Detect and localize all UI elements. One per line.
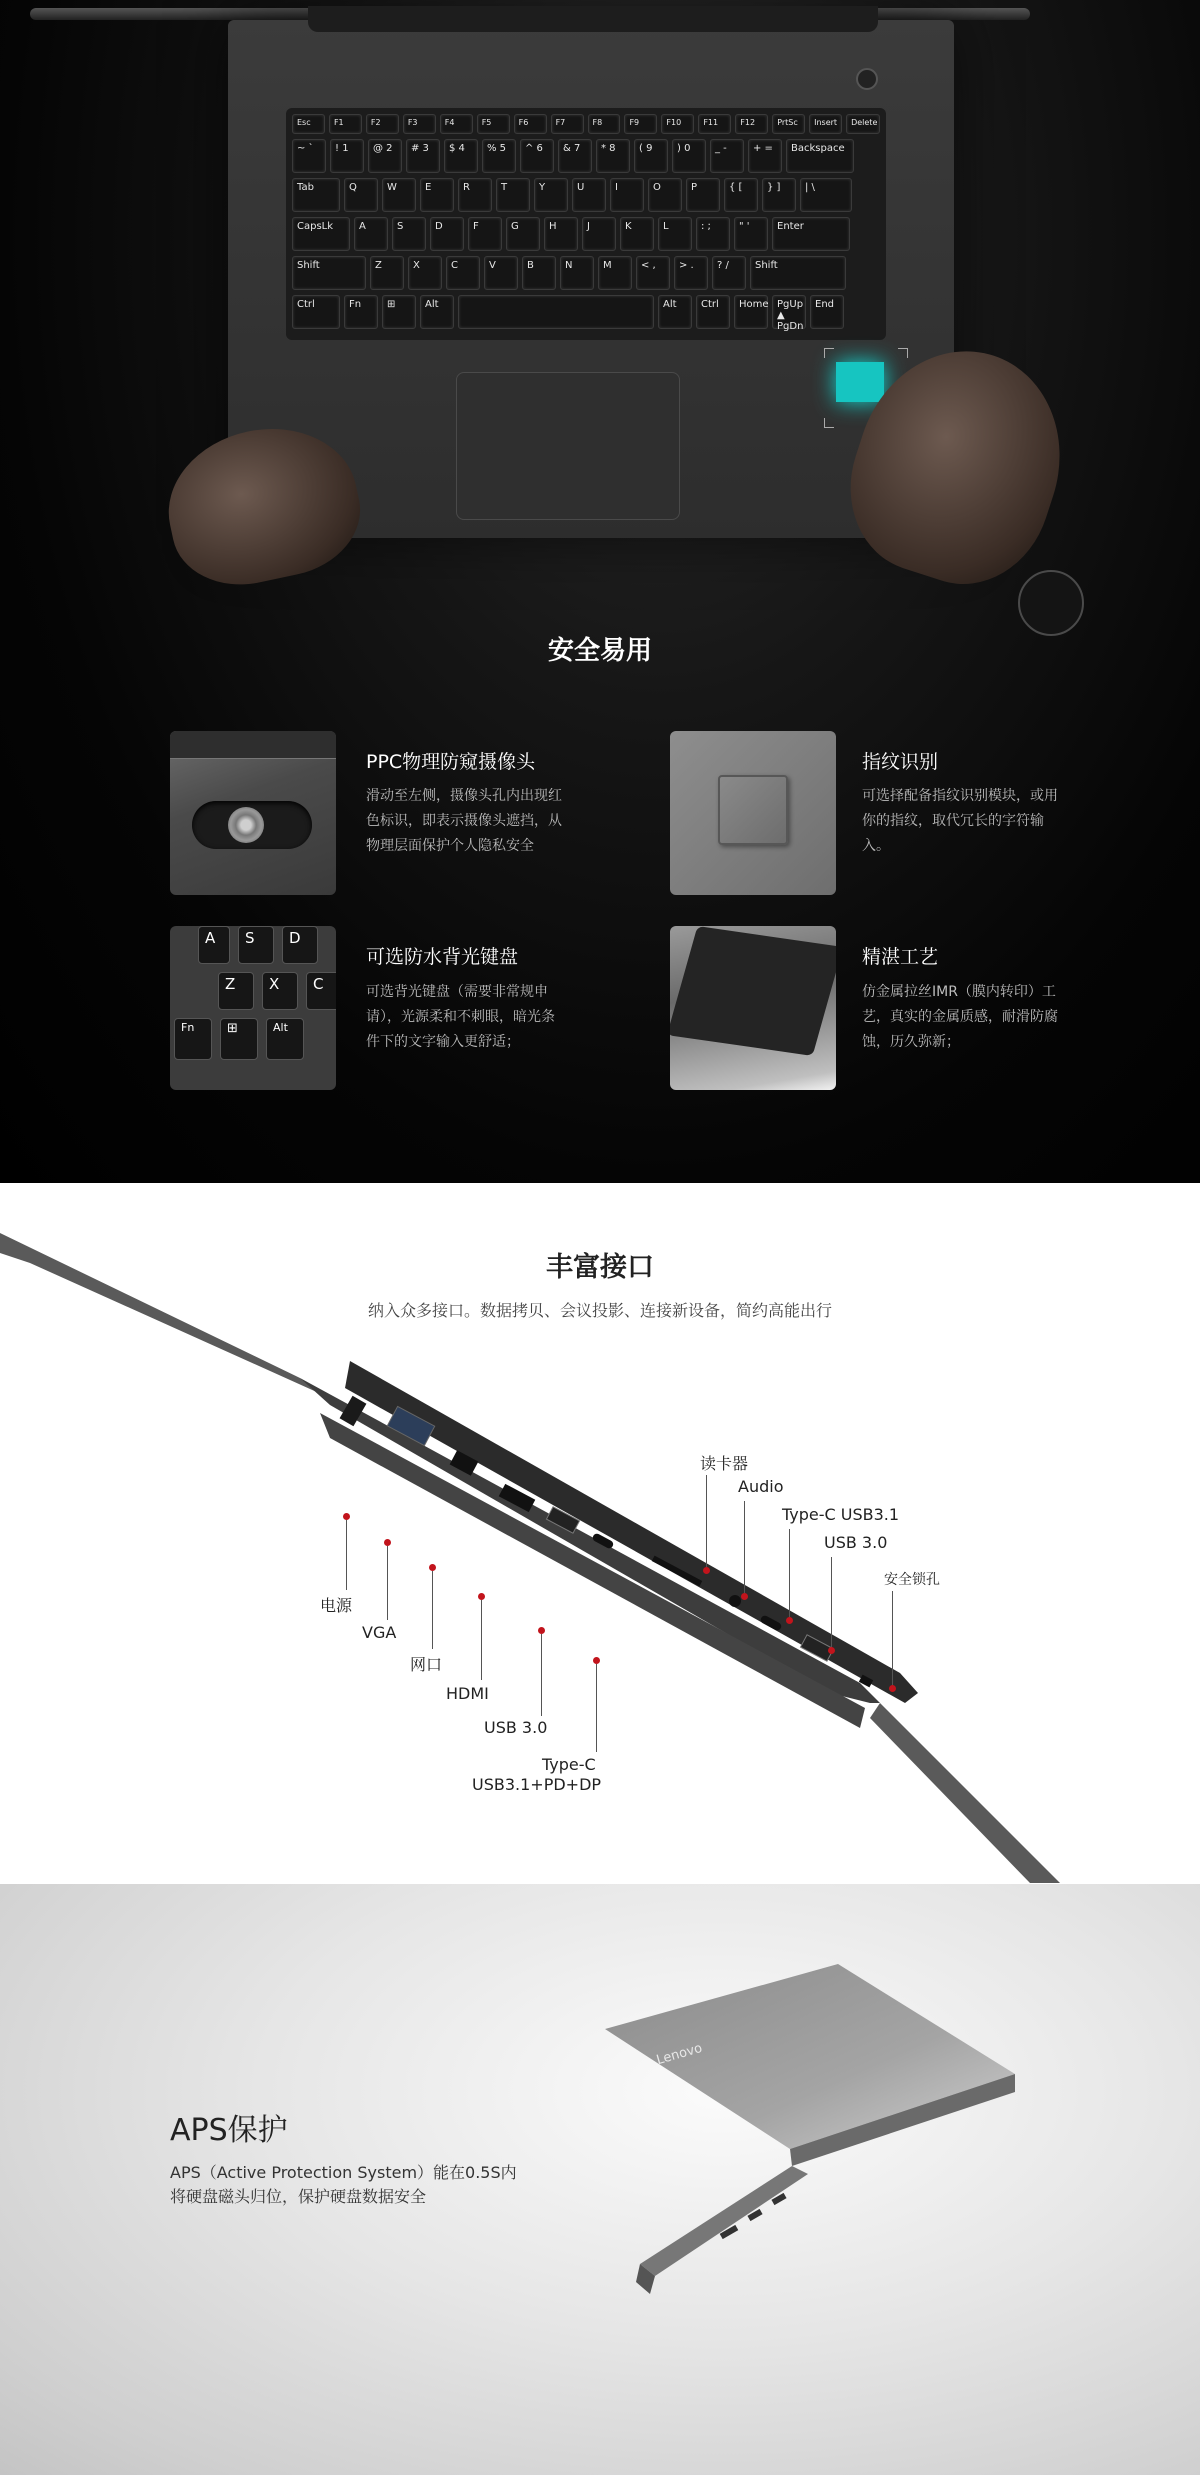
port-label-card-reader: 读卡器 — [700, 1454, 749, 1473]
feature-title: 指纹识别 — [862, 751, 939, 773]
port-label-typec-left: Type-C — [542, 1755, 596, 1774]
keyboard-key: | \ — [800, 178, 852, 212]
keyboard-key: Ctrl — [292, 295, 340, 329]
keyboard-key: A — [354, 217, 388, 251]
laptop-bottom — [320, 1413, 865, 1728]
keyboard-key: } ] — [762, 178, 796, 212]
keyboard-key: ⊞ — [382, 295, 416, 329]
keyboard-key: F10 — [661, 114, 694, 134]
callout-line — [744, 1501, 745, 1593]
keyboard-key: Fn — [344, 295, 378, 329]
keyboard-key: ( 9 — [634, 139, 668, 173]
port-label-ethernet: 网口 — [410, 1655, 443, 1674]
port-label-power: 电源 — [320, 1596, 353, 1615]
feature-desc: 仿金属拉丝IMR（膜内转印）工艺，真实的金属质感，耐滑防腐蚀，历久弥新； — [862, 984, 1058, 1050]
feature-title: 精湛工艺 — [862, 946, 939, 968]
key-d: D — [282, 926, 318, 964]
keyboard-key: Shift — [292, 256, 366, 290]
audio-jack-icon — [729, 1595, 741, 1607]
feature-title: 可选防水背光键盘 — [366, 946, 519, 968]
keyboard-key: Q — [344, 178, 378, 212]
keyboard-key: J — [582, 217, 616, 251]
callout-dot — [593, 1657, 600, 1664]
callout-dot — [478, 1593, 485, 1600]
callout-line — [706, 1475, 707, 1567]
port-label-typec-left-spec: USB3.1+PD+DP — [472, 1775, 602, 1794]
keyboard-key: F5 — [477, 114, 510, 134]
port-label-usb-right: USB 3.0 — [824, 1533, 888, 1552]
keyboard-key: F9 — [624, 114, 657, 134]
callout-dot — [343, 1513, 350, 1520]
keyboard-row — [292, 114, 880, 134]
key-a: A — [198, 926, 230, 964]
callout-line — [789, 1529, 790, 1617]
laptop-hinge — [308, 6, 878, 32]
metal-finish-image — [670, 926, 836, 1090]
callout-line — [346, 1520, 347, 1590]
keyboard-key: C — [446, 256, 480, 290]
port-label-hdmi: HDMI — [446, 1684, 489, 1703]
callout-dot — [741, 1593, 748, 1600]
keyboard-key: T — [496, 178, 530, 212]
callout-dot — [828, 1647, 835, 1654]
port-label-vga: VGA — [362, 1623, 397, 1642]
feature-desc: 可选背光键盘（需要非常规申请），光源柔和不刺眼，暗光条件下的文字输入更舒适； — [366, 984, 555, 1050]
port-label-usb-left: USB 3.0 — [484, 1718, 548, 1737]
callout-line — [432, 1571, 433, 1649]
wristwatch-image — [1018, 570, 1084, 636]
keyboard-key: PgUp ▲ PgDn — [772, 295, 806, 329]
section-title: 安全易用 — [547, 636, 652, 666]
keyboard-key: Alt — [658, 295, 692, 329]
feature-desc: 滑动至左侧，摄像头孔内出现红色标识，即表示摄像头遮挡，从物理层面保护个人隐私安全 — [366, 788, 562, 854]
keyboard-row — [292, 295, 880, 332]
keyboard-key: P — [686, 178, 720, 212]
keyboard-key: ) 0 — [672, 139, 706, 173]
callout-line — [892, 1591, 893, 1685]
keyboard-key: @ 2 — [368, 139, 402, 173]
keyboard-key: PrtSc — [772, 114, 805, 134]
keyboard-key: Tab — [292, 178, 340, 212]
keyboard-key: Insert — [809, 114, 842, 134]
keyboard-key: * 8 — [596, 139, 630, 173]
keyboard-key: $ 4 — [444, 139, 478, 173]
keyboard-key: Backspace — [786, 139, 854, 173]
key-c: C — [306, 972, 336, 1010]
keyboard-key: R — [458, 178, 492, 212]
keyboard-key: F11 — [698, 114, 731, 134]
keyboard-row — [292, 178, 880, 212]
callout-dot — [889, 1685, 896, 1692]
keyboard-key: N — [560, 256, 594, 290]
power-button-icon — [856, 68, 878, 90]
ports-section — [0, 1183, 1200, 1884]
keyboard-key: E — [420, 178, 454, 212]
keyboard-key: F12 — [735, 114, 768, 134]
keyboard-key: % 5 — [482, 139, 516, 173]
section-desc-line: 将硬盘磁头归位，保护硬盘数据安全 — [170, 2187, 427, 2206]
key-z: Z — [218, 972, 254, 1010]
keyboard-closeup — [670, 926, 836, 1056]
security-section — [0, 0, 1200, 1183]
keyboard-key: F — [468, 217, 502, 251]
keyboard-key: ! 1 — [330, 139, 364, 173]
fingerprint-corner-mark — [898, 348, 908, 358]
keyboard-key: K — [620, 217, 654, 251]
keyboard-key: ? / — [712, 256, 746, 290]
keyboard-key: D — [430, 217, 464, 251]
keyboard-key: Alt — [420, 295, 454, 329]
callout-dot — [384, 1539, 391, 1546]
camera-shutter-icon — [228, 807, 264, 843]
callout-line — [481, 1600, 482, 1680]
keyboard-key: _ - — [710, 139, 744, 173]
fingerprint-reader — [836, 362, 884, 402]
key-fn: Fn — [174, 1018, 212, 1060]
feature-title: PPC物理防窥摄像头 — [366, 751, 536, 773]
keyboard-key: " ' — [734, 217, 768, 251]
keyboard-key: Home — [734, 295, 768, 329]
keyboard-key: > . — [674, 256, 708, 290]
keyboard-key: S — [392, 217, 426, 251]
section-desc-line: APS（Active Protection System）能在0.5S内 — [170, 2163, 517, 2182]
keyboard-key: : ; — [696, 217, 730, 251]
keyboard-key: M — [598, 256, 632, 290]
bezel-edge — [170, 731, 336, 759]
callout-line — [387, 1546, 388, 1620]
keyboard-key: Esc — [292, 114, 325, 134]
section-subtitle: 纳入众多接口。数据拷贝、会议投影、连接新设备，简约高能出行 — [367, 1301, 832, 1320]
keyboard-key: # 3 — [406, 139, 440, 173]
keyboard-key: G — [506, 217, 540, 251]
keyboard-key: Y — [534, 178, 568, 212]
keyboard-key: I — [610, 178, 644, 212]
key-x: X — [262, 972, 298, 1010]
keyboard-key: Enter — [772, 217, 850, 251]
aps-section — [0, 1884, 1200, 2475]
keyboard-key: End — [810, 295, 844, 329]
fingerprint-corner-mark — [824, 418, 834, 428]
callout-dot — [703, 1567, 710, 1574]
key-s: S — [238, 926, 274, 964]
keyboard-row — [292, 217, 880, 251]
privacy-camera-image — [170, 731, 336, 895]
laptop-screen-edge-right — [870, 1703, 1060, 1883]
fingerprint-sensor-icon — [718, 775, 788, 845]
callout-line — [831, 1557, 832, 1647]
keyboard-key — [458, 295, 654, 329]
keyboard-key: B — [522, 256, 556, 290]
keyboard-key: + = — [748, 139, 782, 173]
section-title: APS保护 — [170, 2113, 288, 2148]
keyboard-key: ^ 6 — [520, 139, 554, 173]
callout-dot — [786, 1617, 793, 1624]
keyboard-key: H — [544, 217, 578, 251]
keyboard-key: F7 — [551, 114, 584, 134]
windows-key-icon: ⊞ — [220, 1018, 258, 1060]
keyboard-key: U — [572, 178, 606, 212]
section-title: 丰富接口 — [546, 1252, 654, 1283]
lenovo-logo: Lenovo — [654, 2040, 705, 2069]
fingerprint-image — [670, 731, 836, 895]
keyboard-key: O — [648, 178, 682, 212]
fingerprint-corner-mark — [824, 348, 834, 358]
keyboard-key: Ctrl — [696, 295, 730, 329]
keyboard-key: L — [658, 217, 692, 251]
touchpad — [456, 372, 680, 520]
keyboard — [286, 108, 886, 340]
keyboard-key: Z — [370, 256, 404, 290]
keyboard-key: Shift — [750, 256, 846, 290]
keyboard-key: & 7 — [558, 139, 592, 173]
keyboard-row — [292, 256, 880, 290]
keyboard-key: F6 — [514, 114, 547, 134]
port-label-audio: Audio — [738, 1477, 784, 1496]
callout-line — [596, 1664, 597, 1752]
callout-line — [541, 1634, 542, 1716]
keyboard-key: { [ — [724, 178, 758, 212]
keyboard-key: < , — [636, 256, 670, 290]
keyboard-key: CapsLk — [292, 217, 350, 251]
keyboard-key: F4 — [440, 114, 473, 134]
key-alt: Alt — [266, 1018, 304, 1060]
backlit-keyboard-image — [170, 926, 336, 1090]
keyboard-key: F8 — [588, 114, 621, 134]
feature-desc: 可选择配备指纹识别模块，或用你的指纹，取代冗长的字符输入。 — [862, 788, 1058, 854]
keyboard-key: Delete — [846, 114, 880, 134]
keyboard-key: ~ ` — [292, 139, 326, 173]
keyboard-key: V — [484, 256, 518, 290]
port-label-typec-right: Type-C USB3.1 — [782, 1505, 900, 1524]
port-label-lock: 安全锁孔 — [884, 1572, 940, 1588]
callout-dot — [429, 1564, 436, 1571]
keyboard-row — [292, 139, 880, 173]
section-desc — [170, 2161, 517, 2209]
keyboard-key: F3 — [403, 114, 436, 134]
laptop-base-side — [640, 2166, 808, 2276]
keyboard-key: F2 — [366, 114, 399, 134]
keyboard-key: W — [382, 178, 416, 212]
keyboard-key: F1 — [329, 114, 362, 134]
callout-dot — [538, 1627, 545, 1634]
keyboard-key: X — [408, 256, 442, 290]
